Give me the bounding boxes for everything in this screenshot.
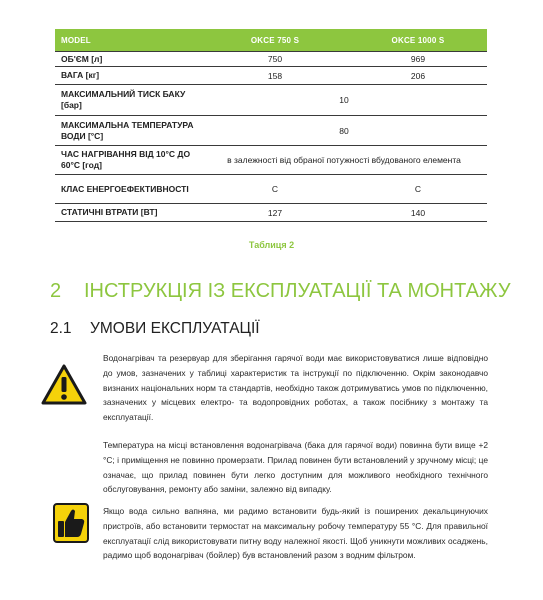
cell-value: 158 (201, 67, 349, 85)
cell-value: C (201, 175, 349, 204)
section-heading (50, 280, 511, 303)
header-model: MODEL (55, 29, 201, 52)
paragraph-water-hardness: Якщо вода сильно вапняна, ми радимо встановити будь-який із поширених декальцинуючих пристроїв, або встановити термостат на максимальну робочу температуру 55 °C. Для правильної експлуатації слід використовувати питну воду належної якості. Щоб уникнути можливих осаджень, радимо щоб водонагрівач (бойлер) був встановлений разом з водним фільтром. (103, 506, 488, 561)
row-label: ЧАС НАГРІВАННЯ ВІД 10°C ДО 60°C [год] (55, 146, 201, 175)
cell-value: 750 (201, 52, 349, 67)
row-label: СТАТИЧНІ ВТРАТИ [ВТ] (55, 204, 201, 222)
row-label: МАКСИМАЛЬНИЙ ТИСК БАКУ [бар] (55, 85, 201, 116)
table-row-max-pressure (55, 85, 487, 116)
cell-merged-value: в залежності від обраної потужності вбудованого елемента (201, 146, 487, 175)
table-caption: Таблиця 2 (248, 240, 295, 250)
cell-merged-value: 80 (201, 116, 487, 146)
cell-value: 140 (349, 204, 487, 222)
cell-value: 969 (349, 52, 487, 67)
thumbs-up-icon (53, 503, 89, 548)
table-header-row (55, 29, 487, 52)
cell-value: C (349, 175, 487, 204)
cell-value: 206 (349, 67, 487, 85)
row-label: МАКСИМАЛЬНА ТЕМПЕРАТУРА ВОДИ [°C] (55, 116, 201, 146)
subsection-title: УМОВИ ЕКСПЛУАТАЦІЇ (90, 320, 260, 337)
row-label: КЛАС ЕНЕРГОЕФЕКТИВНОСТІ (55, 175, 201, 204)
table-row-volume (55, 52, 487, 67)
table-row-max-temperature (55, 116, 487, 146)
cell-merged-value: 10 (201, 85, 487, 116)
specifications-table (55, 29, 487, 222)
table-row-weight (55, 67, 487, 85)
row-label: ОБ'ЄМ [л] (55, 52, 201, 67)
table-row-static-losses (55, 204, 487, 222)
cell-value: 127 (201, 204, 349, 222)
header-okce-1000: OKCE 1000 S (349, 29, 487, 52)
header-okce-750: OKCE 750 S (201, 29, 349, 52)
section-title: ІНСТРУКЦІЯ ІЗ ЕКСПЛУАТАЦІЇ ТА МОНТАЖУ (84, 280, 511, 302)
warning-triangle-icon (41, 364, 87, 411)
paragraph-installation-temperature: Температура на місці встановлення водонагрівача (бака для гарячої води) повинна бути вище +2 °C; і приміщення не повинно промерзати. Прилад повинен бути встановлений у зручному місці; це означає, що прилад повинен бути легко доступним для можливого необхідного технічного обслуговування, ремонту або заміни, залежно від випадку. (103, 440, 488, 495)
paragraph-operating-conditions: Водонагрівач та резервуар для зберігання гарячої води має використовуватися лише відповідно до умов, зазначених у таблиці характеристик та інструкції по підключенню. Окрім законодавчо визнаних національних норм та стандартів, необхідно також дотримуватись умов по підключенню, зазначених у місцевих електро- та водопровідних роботах, а також посібнику з монтажу та експлуатації. (103, 353, 488, 423)
table-row-energy-class (55, 175, 487, 204)
section-number: 2 (50, 280, 62, 302)
table-row-heating-time (55, 146, 487, 175)
row-label: ВАГА [кг] (55, 67, 201, 85)
subsection-number: 2.1 (50, 320, 72, 337)
subsection-heading (50, 320, 260, 338)
